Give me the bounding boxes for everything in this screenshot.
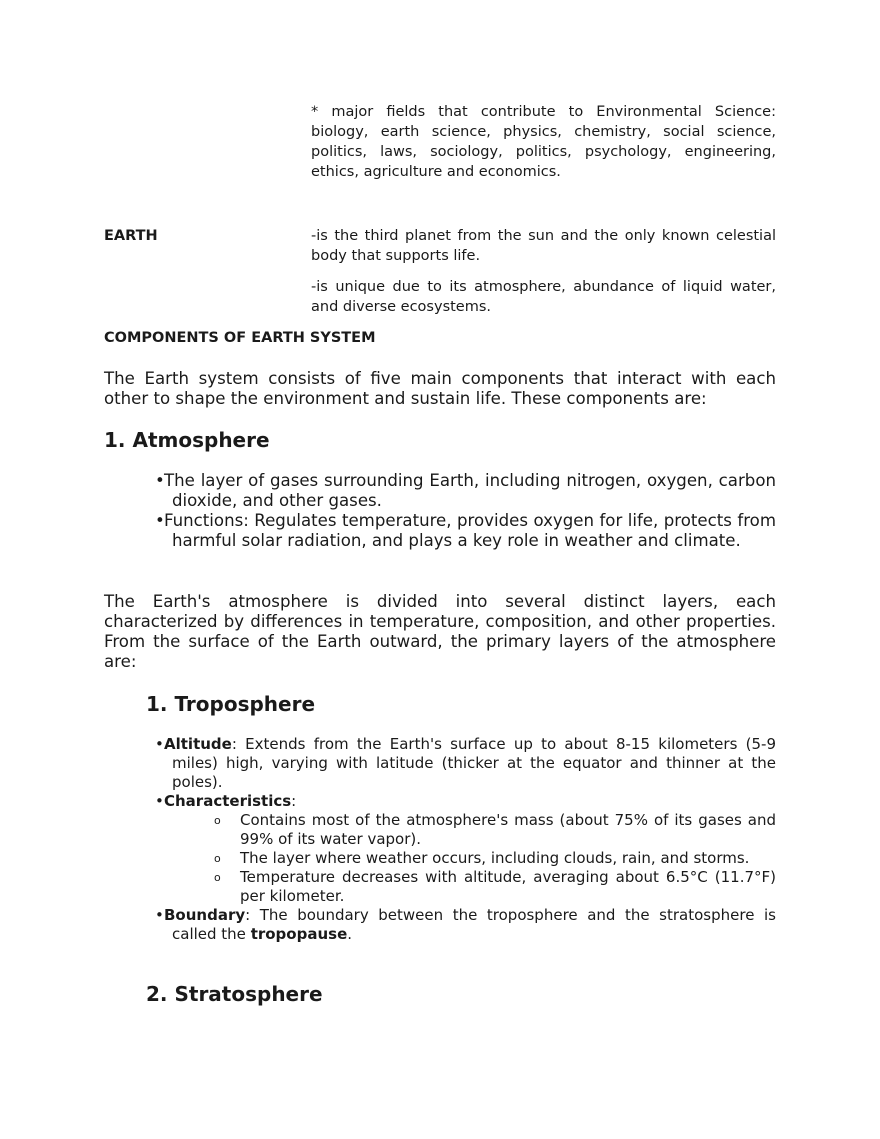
bullet-icon: •: [155, 735, 164, 753]
bullet-icon: •: [155, 511, 165, 530]
circle-bullet-icon: o: [214, 852, 221, 865]
circle-bullet-icon: o: [214, 814, 221, 827]
atmosphere-list: [146, 471, 776, 551]
bullet-icon: •: [155, 906, 164, 924]
bullet-icon: •: [155, 792, 164, 810]
stratosphere-heading: 2. Stratosphere: [146, 982, 323, 1006]
list-item-text: Contains most of the atmosphere's mass (about 75% of its gases and 99% of its water vapor).: [240, 811, 776, 848]
boundary-term: tropopause: [250, 925, 348, 943]
list-item: [146, 735, 776, 792]
list-item-text: The layer where weather occurs, including clouds, rain, and storms.: [240, 849, 750, 867]
list-item: [146, 471, 776, 511]
circle-bullet-icon: o: [214, 871, 221, 884]
list-item: [146, 792, 776, 811]
list-item: [146, 511, 776, 551]
earth-definition: -is the third planet from the sun and the only known celestial body that supports life.: [311, 228, 776, 264]
troposphere-heading: 1. Troposphere: [146, 692, 316, 716]
characteristics-label: Characteristics: [164, 792, 292, 810]
bullet-icon: •: [155, 471, 165, 490]
sub-list-item: [146, 849, 776, 868]
altitude-label: Altitude: [164, 735, 232, 753]
sub-list-item: [146, 811, 776, 849]
period: .: [347, 925, 353, 943]
earth-definition: -is unique due to its atmosphere, abundance of liquid water, and diverse ecosystems.: [311, 279, 776, 315]
altitude-text: : Extends from the Earth's surface up to about 8-15 kilometers (5-9 miles) high, varying with latitude (thicker at the equator and thinner at the poles).: [172, 735, 776, 791]
layers-paragraph: The Earth's atmosphere is divided into several distinct layers, each characterized by differences in temperature, composition, and other properties. From the surface of the Earth outward, the primary layers of the atmosphere are:: [104, 592, 776, 671]
atmosphere-heading: 1. Atmosphere: [104, 428, 270, 452]
boundary-label: Boundary: [164, 906, 246, 924]
troposphere-list: [146, 735, 776, 944]
list-item-text: Functions: Regulates temperature, provides oxygen for life, protects from harmful solar radiation, and plays a key role in weather and climate.: [164, 511, 776, 550]
sub-list-item: [146, 868, 776, 906]
fields-note: * major fields that contribute to Environmental Science: biology, earth science, physics, chemistry, social science, politics, laws, sociology, politics, psychology, engineering, ethics, agriculture and economics.: [311, 104, 776, 180]
intro-paragraph: The Earth system consists of five main components that interact with each other to shape the environment and sustain life. These components are:: [104, 369, 776, 408]
section-heading: COMPONENTS OF EARTH SYSTEM: [104, 330, 376, 346]
list-item: [146, 906, 776, 944]
list-item-text: The layer of gases surrounding Earth, including nitrogen, oxygen, carbon dioxide, and other gases.: [164, 471, 776, 510]
colon: :: [291, 792, 297, 810]
boundary-text: : The boundary between the troposphere and the stratosphere is called the: [172, 906, 776, 943]
earth-term: EARTH: [104, 228, 158, 244]
list-item-text: Temperature decreases with altitude, averaging about 6.5°C (11.7°F) per kilometer.: [240, 868, 776, 905]
